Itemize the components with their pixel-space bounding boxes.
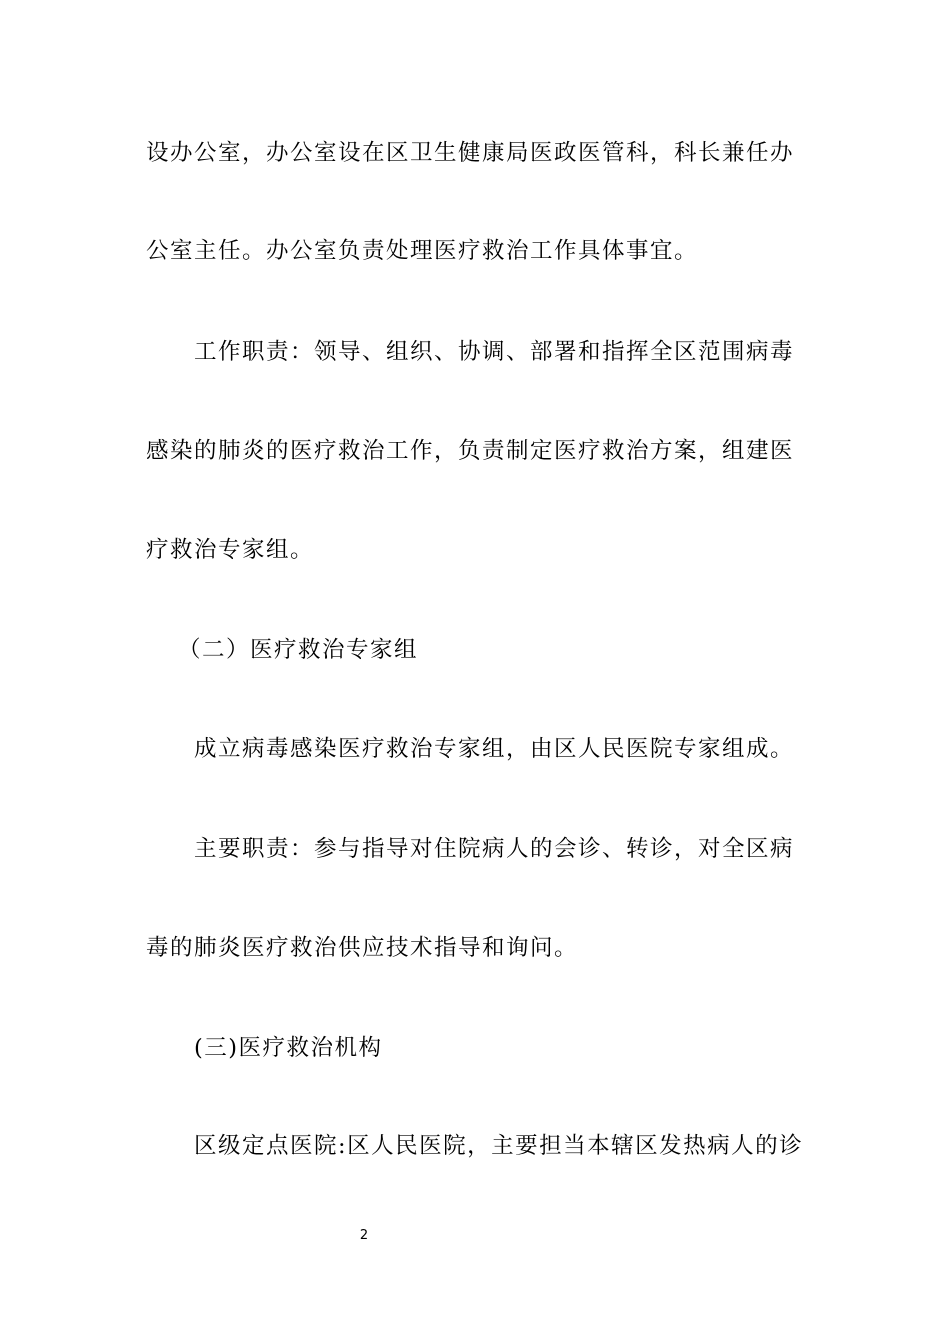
text-line: 疗救治专家组。 xyxy=(146,537,315,563)
text-line: 成立病毒感染医疗救治专家组，由区人民医院专家组成。 xyxy=(194,736,795,762)
text-line: 工作职责：领导、组织、协调、部署和指挥全区范围病毒 xyxy=(194,339,795,365)
text-line: 感染的肺炎的医疗救治工作，负责制定医疗救治方案，组建医 xyxy=(146,438,795,464)
section-heading: （二）医疗救治专家组 xyxy=(178,637,419,663)
text-line: 区级定点医院:区人民医院，主要担当本辖区发热病人的诊 xyxy=(194,1133,804,1159)
text-line: 公室主任。办公室负责处理医疗救治工作具体事宜。 xyxy=(146,238,699,264)
page-number: 2 xyxy=(359,1228,369,1243)
text-line: 毒的肺炎医疗救治供应技术指导和询问。 xyxy=(146,935,579,961)
text-line: 主要职责：参与指导对住院病人的会诊、转诊，对全区病 xyxy=(194,836,795,862)
section-heading: (三)医疗救治机构 xyxy=(194,1035,383,1061)
text-line: 设办公室，办公室设在区卫生健康局医政医管科，科长兼任办 xyxy=(146,140,795,166)
